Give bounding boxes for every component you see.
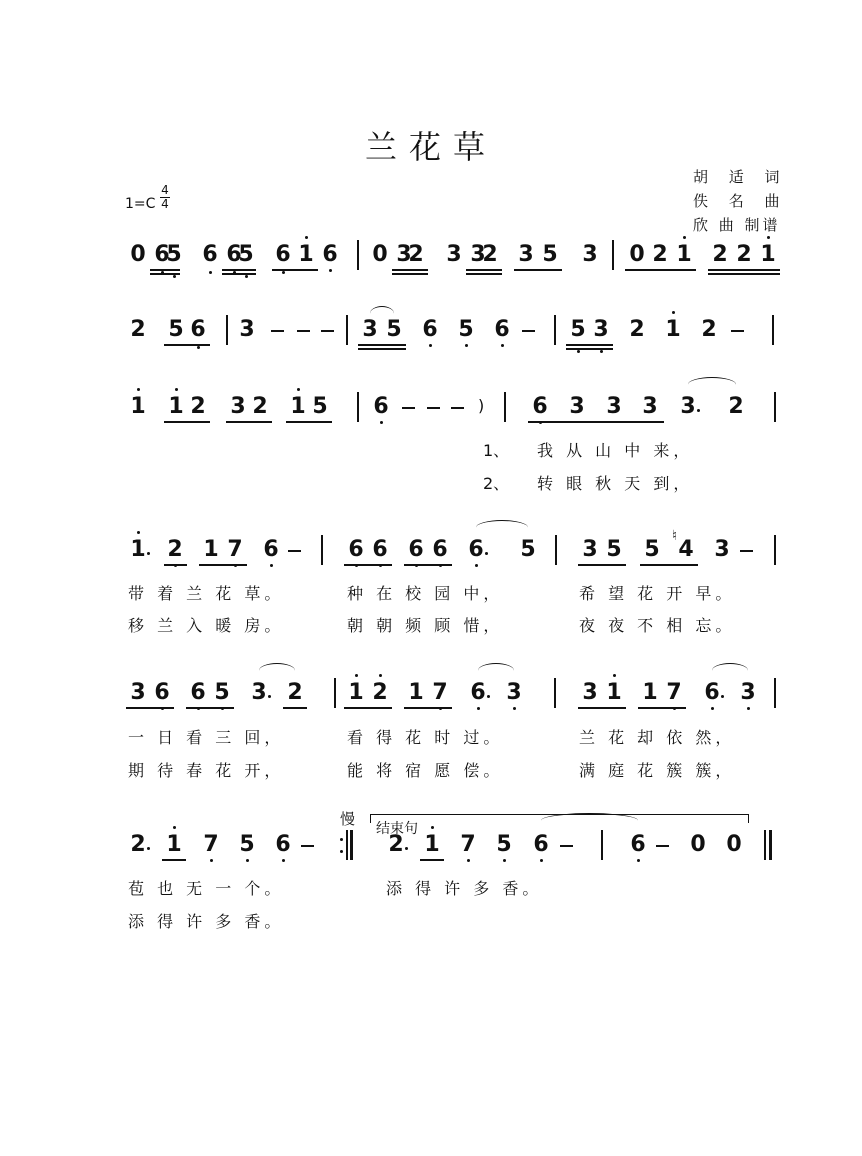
octave-dot — [747, 707, 750, 710]
underline — [392, 269, 428, 271]
underline — [283, 707, 307, 709]
lyric: 苞 也 无 一 个。 — [128, 879, 285, 898]
octave-dot — [197, 707, 200, 710]
note: 2 — [712, 242, 728, 267]
octave-dot — [161, 707, 164, 710]
octave-dot — [503, 859, 506, 862]
octave-dot — [246, 859, 249, 862]
barline — [555, 535, 557, 565]
underline — [199, 564, 247, 566]
octave-dot — [600, 350, 603, 353]
note: 0 — [690, 832, 706, 857]
octave-dot — [767, 236, 770, 239]
barline — [774, 678, 776, 708]
note: 5 — [458, 317, 474, 342]
note: 2 — [252, 394, 268, 419]
underline — [466, 269, 502, 271]
note: 5 — [496, 832, 512, 857]
octave-dot — [513, 707, 516, 710]
underline — [708, 273, 780, 275]
note: 6 — [533, 832, 549, 857]
note: 6 — [202, 242, 218, 267]
underline — [566, 348, 613, 350]
underline — [358, 344, 406, 346]
underline — [222, 273, 256, 275]
octave-dot — [137, 388, 140, 391]
underline — [150, 273, 180, 275]
note: 5 — [606, 537, 622, 562]
repeat-dot — [340, 838, 343, 841]
dash — [740, 550, 753, 552]
dash — [560, 845, 573, 847]
note: 1 — [130, 394, 146, 419]
note: 6 — [275, 832, 291, 857]
barline — [764, 830, 766, 860]
dash — [288, 550, 301, 552]
dash — [427, 407, 440, 409]
note: 6 — [432, 537, 448, 562]
final-barline — [769, 830, 772, 860]
underline — [186, 707, 234, 709]
note: 6 — [532, 394, 548, 419]
slur — [712, 663, 748, 678]
lyric: 看 得 花 时 过。 — [347, 728, 504, 747]
octave-dot — [233, 271, 236, 274]
dash — [321, 330, 334, 332]
note: 6 — [422, 317, 438, 342]
underline — [344, 564, 392, 566]
note: 5 — [644, 537, 660, 562]
note: 5 — [214, 680, 230, 705]
octave-dot — [613, 674, 616, 677]
lyric: 希 望 花 开 早。 — [579, 584, 736, 603]
note: 3 — [740, 680, 756, 705]
note: 7 — [432, 680, 448, 705]
note: 1 — [168, 394, 184, 419]
octave-dot — [439, 707, 442, 710]
barline — [774, 535, 776, 565]
note: 1 — [298, 242, 314, 267]
octave-dot — [161, 271, 164, 274]
underline — [358, 348, 406, 350]
tempo-marking: 慢 — [340, 810, 356, 828]
barline — [612, 240, 614, 270]
underline — [566, 344, 613, 346]
octave-dot — [711, 707, 714, 710]
dash — [731, 330, 744, 332]
note: 1 — [606, 680, 622, 705]
note: 0 — [130, 242, 146, 267]
note: 5 — [166, 242, 182, 267]
underline — [625, 269, 696, 271]
underline — [404, 564, 452, 566]
octave-dot — [173, 275, 176, 278]
note: 2 — [728, 394, 744, 419]
lyric: 期 待 春 花 开， — [128, 761, 285, 780]
note: 6 — [322, 242, 338, 267]
underline — [514, 269, 562, 271]
note: 3 — [251, 680, 267, 705]
octave-dot — [431, 826, 434, 829]
octave-dot — [501, 344, 504, 347]
octave-dot — [380, 421, 383, 424]
slur — [370, 306, 394, 321]
note: 3 — [642, 394, 658, 419]
note: 1 — [676, 242, 692, 267]
note: 1 — [290, 394, 306, 419]
underline — [162, 859, 186, 861]
note: 3 — [396, 242, 412, 267]
octave-dot — [355, 674, 358, 677]
barline — [346, 830, 348, 860]
verse2-number: 2、 — [483, 474, 510, 493]
augmentation-dot — [405, 847, 408, 850]
octave-dot — [175, 388, 178, 391]
song-title: 兰花草 — [364, 128, 497, 166]
note: 3 — [446, 242, 462, 267]
note: 3 — [130, 680, 146, 705]
ending-bracket — [370, 814, 749, 823]
dash — [301, 845, 314, 847]
note: 6 — [226, 242, 242, 267]
underline — [164, 344, 210, 346]
note: 2 — [701, 317, 717, 342]
note: 3 — [569, 394, 585, 419]
lyric: 移 兰 入 暖 房。 — [128, 616, 285, 635]
octave-dot — [221, 707, 224, 710]
verse1-lyric-line1: 我 从 山 中 来， — [537, 441, 694, 460]
underline — [222, 269, 256, 271]
note: 1 — [130, 537, 146, 562]
note: 6 — [372, 537, 388, 562]
underline — [272, 269, 318, 271]
meter-top: 4 — [161, 183, 169, 197]
augmentation-dot — [721, 695, 724, 698]
note: 7 — [227, 537, 243, 562]
dash — [522, 330, 535, 332]
octave-dot — [673, 707, 676, 710]
augmentation-dot — [147, 552, 150, 555]
octave-dot — [355, 564, 358, 567]
note: 6 — [154, 680, 170, 705]
underline — [164, 421, 210, 423]
octave-dot — [467, 859, 470, 862]
meter-bottom: 4 — [161, 197, 169, 211]
lyric: 能 将 宿 愿 偿。 — [347, 761, 504, 780]
note: 3 — [714, 537, 730, 562]
note: 3 — [362, 317, 378, 342]
note: 2 — [372, 680, 388, 705]
barline — [357, 240, 359, 270]
note: 3 — [582, 680, 598, 705]
time-signature — [160, 184, 170, 211]
lyric: 一 日 看 三 回， — [128, 728, 285, 747]
underline — [640, 564, 698, 566]
note: 6 — [408, 537, 424, 562]
lyric: 朝 朝 频 顾 惜， — [347, 616, 504, 635]
octave-dot — [197, 346, 200, 349]
note: 1 — [166, 832, 182, 857]
octave-dot — [637, 859, 640, 862]
lyric: 带 着 兰 花 草。 — [128, 584, 285, 603]
augmentation-dot — [697, 409, 700, 412]
close-paren: ) — [478, 396, 485, 415]
slur — [476, 520, 528, 535]
note: 3 — [593, 317, 609, 342]
note: 1 — [760, 242, 776, 267]
note: 2 — [287, 680, 303, 705]
note: 3 — [470, 242, 486, 267]
note: 2 — [190, 394, 206, 419]
note: 6 — [275, 242, 291, 267]
note: 1 — [348, 680, 364, 705]
octave-dot — [282, 859, 285, 862]
octave-dot — [297, 388, 300, 391]
barline — [346, 315, 348, 345]
lyric: 夜 夜 不 相 忘。 — [579, 616, 736, 635]
note: 6 — [470, 680, 486, 705]
octave-dot — [577, 350, 580, 353]
octave-dot — [270, 564, 273, 567]
barline — [772, 315, 774, 345]
underline — [708, 269, 780, 271]
underline — [344, 707, 392, 709]
octave-dot — [282, 271, 285, 274]
octave-dot — [415, 564, 418, 567]
note: 6 — [190, 680, 206, 705]
octave-dot — [234, 564, 237, 567]
note: 2 — [388, 832, 404, 857]
note: 2 — [167, 537, 183, 562]
note: 0 — [629, 242, 645, 267]
note: 3 — [239, 317, 255, 342]
underline — [528, 421, 664, 423]
verse2-lyric-line1: 转 眼 秋 天 到， — [537, 474, 694, 493]
note: 1 — [424, 832, 440, 857]
barline — [334, 678, 336, 708]
barline — [601, 830, 603, 860]
underline — [286, 421, 332, 423]
note: 5 — [168, 317, 184, 342]
arranger-credit: 欣 曲 制谱 — [693, 216, 781, 234]
note: 4 — [678, 537, 694, 562]
barline — [321, 535, 323, 565]
note: 6 — [630, 832, 646, 857]
octave-dot — [245, 275, 248, 278]
octave-dot — [137, 531, 140, 534]
octave-dot — [173, 826, 176, 829]
note: 3 — [518, 242, 534, 267]
note: 1 — [203, 537, 219, 562]
octave-dot — [305, 236, 308, 239]
note: 2 — [652, 242, 668, 267]
note: 5 — [542, 242, 558, 267]
octave-dot — [672, 311, 675, 314]
note: 3 — [582, 537, 598, 562]
octave-dot — [379, 564, 382, 567]
dash — [656, 845, 669, 847]
barline — [554, 315, 556, 345]
lyricist-credit: 胡 适 词 — [693, 168, 788, 186]
barline — [774, 392, 776, 422]
note: 6 — [190, 317, 206, 342]
verse1-number: 1、 — [483, 441, 510, 460]
octave-dot — [379, 674, 382, 677]
note: 3 — [606, 394, 622, 419]
octave-dot — [539, 421, 542, 424]
note: 3 — [230, 394, 246, 419]
note: 5 — [520, 537, 536, 562]
repeat-dot — [340, 850, 343, 853]
underline — [404, 707, 452, 709]
note: 1 — [408, 680, 424, 705]
lyric: 添 得 许 多 香。 — [386, 879, 543, 898]
dash — [451, 407, 464, 409]
slur — [688, 377, 736, 392]
dash — [271, 330, 284, 332]
underline — [150, 269, 180, 271]
slur — [259, 663, 295, 678]
note: 5 — [570, 317, 586, 342]
note: 2 — [482, 242, 498, 267]
ending-label: 结束句 — [376, 821, 418, 837]
underline — [578, 707, 626, 709]
octave-dot — [329, 269, 332, 272]
note: 2 — [736, 242, 752, 267]
octave-dot — [429, 344, 432, 347]
augmentation-dot — [147, 847, 150, 850]
note: 0 — [372, 242, 388, 267]
underline — [392, 273, 428, 275]
note: 5 — [239, 832, 255, 857]
slur — [478, 663, 514, 678]
octave-dot — [210, 859, 213, 862]
barline — [350, 830, 353, 860]
note: 5 — [386, 317, 402, 342]
note: 3 — [506, 680, 522, 705]
key-signature: 1=C — [125, 196, 156, 212]
note: 7 — [203, 832, 219, 857]
note: 1 — [642, 680, 658, 705]
underline — [226, 421, 272, 423]
note: 6 — [373, 394, 389, 419]
barline — [357, 392, 359, 422]
lyric: 满 庭 花 簇 簇， — [579, 761, 736, 780]
note: 2 — [629, 317, 645, 342]
natural-sign: ♮ — [672, 528, 678, 544]
barline — [226, 315, 228, 345]
underline — [126, 707, 174, 709]
octave-dot — [209, 271, 212, 274]
note: 6 — [704, 680, 720, 705]
underline — [578, 564, 626, 566]
composer-credit: 佚 名 曲 — [693, 192, 788, 210]
note: 6 — [468, 537, 484, 562]
note: 6 — [348, 537, 364, 562]
note: 3 — [582, 242, 598, 267]
note: 6 — [263, 537, 279, 562]
note: 0 — [726, 832, 742, 857]
note: 2 — [130, 832, 146, 857]
note: 6 — [154, 242, 170, 267]
octave-dot — [477, 707, 480, 710]
dash — [297, 330, 310, 332]
note: 2 — [408, 242, 424, 267]
underline — [466, 273, 502, 275]
dash — [402, 407, 415, 409]
underline — [638, 707, 686, 709]
augmentation-dot — [268, 695, 271, 698]
lyric: 兰 花 却 依 然， — [579, 728, 736, 747]
octave-dot — [465, 344, 468, 347]
note: 5 — [238, 242, 254, 267]
note: 1 — [665, 317, 681, 342]
octave-dot — [540, 859, 543, 862]
note: 5 — [312, 394, 328, 419]
octave-dot — [439, 564, 442, 567]
underline — [420, 859, 444, 861]
note: 3 — [680, 394, 696, 419]
note: 7 — [666, 680, 682, 705]
note: 7 — [460, 832, 476, 857]
octave-dot — [174, 564, 177, 567]
barline — [554, 678, 556, 708]
note: 2 — [130, 317, 146, 342]
augmentation-dot — [487, 695, 490, 698]
barline — [504, 392, 506, 422]
lyric: 添 得 许 多 香。 — [128, 912, 285, 931]
octave-dot — [683, 236, 686, 239]
octave-dot — [475, 564, 478, 567]
augmentation-dot — [485, 552, 488, 555]
lyric: 种 在 校 园 中， — [347, 584, 504, 603]
note: 6 — [494, 317, 510, 342]
